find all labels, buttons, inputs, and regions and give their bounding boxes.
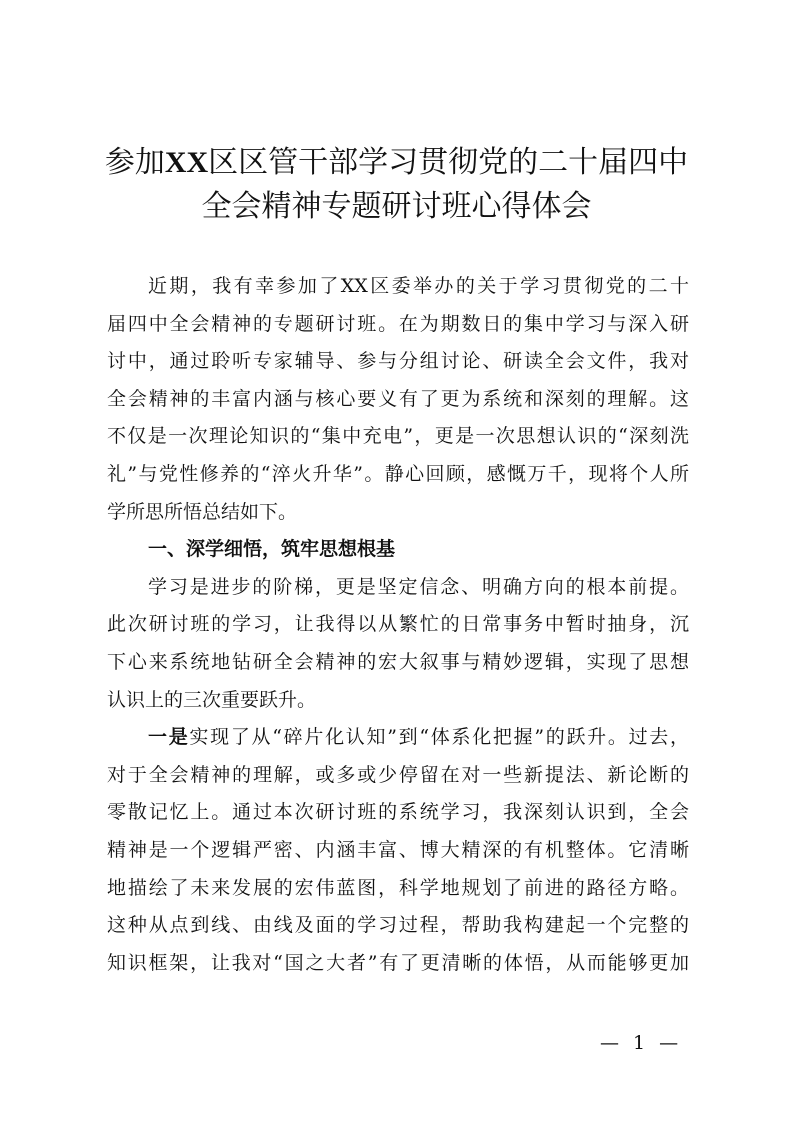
paragraph-line: 讨中，通过聆听专家辅导、参与分组讨论、研读全会文件，我对 — [107, 350, 689, 373]
paragraph-line: 礼”与党性修养的“淬火升华”。静心回顾，感慨万千，现将个人所 — [107, 462, 689, 485]
paragraph-line: 零散记忆上。通过本次研讨班的系统学习，我深刻认识到，全会 — [107, 801, 689, 824]
paragraph-line: 届四中全会精神的专题研讨班。在为期数日的集中学习与深入研 — [107, 312, 689, 335]
title-bold-text: XX — [164, 146, 209, 179]
lead-in-bold: 一是 — [148, 726, 190, 749]
paragraph-line: 下心来系统地钻研全会精神的宏大叙事与精妙逻辑，实现了思想 — [107, 650, 689, 673]
paragraph-line: 不仅是一次理论知识的“集中充电”，更是一次思想认识的“深刻洗 — [107, 425, 689, 448]
paragraph-line: 知识框架，让我对“国之大者”有了更清晰的体悟，从而能够更加 — [107, 951, 689, 974]
paragraph-line — [107, 719, 689, 757]
paragraph-line: 认识上的三次重要跃升。 — [107, 688, 317, 711]
paragraph-line: 近期，我有幸参加了XX区委举办的关于学习贯彻党的二十 — [148, 275, 689, 297]
section-heading: 一、深学细悟，筑牢思想根基 — [148, 538, 396, 561]
paragraph-line: 地描绘了未来发展的宏伟蓝图，科学地规划了前进的路径方略。 — [107, 876, 689, 899]
document-title-line-1 — [0, 141, 793, 185]
document-body — [107, 268, 689, 982]
paragraph-line: 全会精神的丰富内涵与核心要义有了更为系统和深刻的理解。这 — [107, 387, 689, 410]
paragraph-text: 实现了从“碎片化认知”到“体系化把握”的跃升。过去， — [189, 726, 689, 749]
title-text: 区区管干部学习贯彻党的二十届四中 — [208, 145, 689, 180]
paragraph-line: 学习是进步的阶梯，更是坚定信念、明确方向的根本前提。 — [148, 575, 689, 598]
paragraph-line: 精神是一个逻辑严密、内涵丰富、博大精深的有机整体。它清晰 — [107, 838, 689, 861]
paragraph-line: 此次研讨班的学习，让我得以从繁忙的日常事务中暂时抽身，沉 — [107, 613, 689, 636]
paragraph-line: 学所思所悟总结如下。 — [107, 500, 298, 523]
document-title-line-2: 全会精神专题研讨班心得体会 — [201, 189, 592, 224]
paragraph-line: 这种从点到线、由线及面的学习过程，帮助我构建起一个完整的 — [107, 914, 689, 937]
paragraph-line: 对于全会精神的理解，或多或少停留在对一些新提法、新论断的 — [107, 763, 689, 786]
page-number: — 1 — — [600, 1032, 683, 1054]
title-text: 参加 — [104, 145, 165, 180]
